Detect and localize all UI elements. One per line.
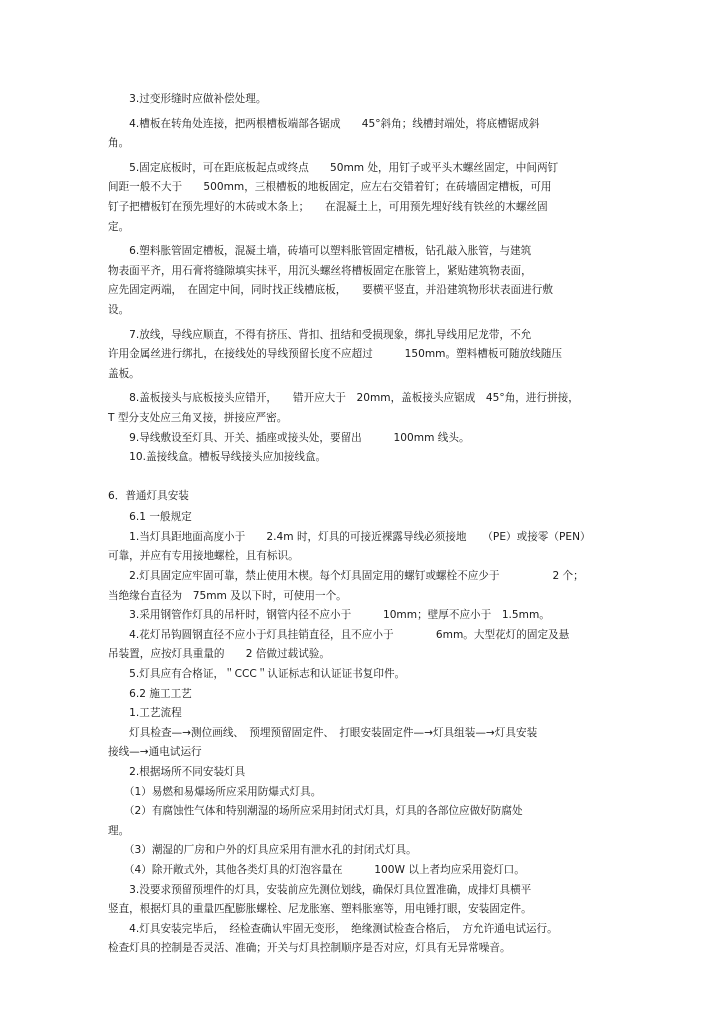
text-line: 可靠，并应有专用接地螺栓，且有标识。: [108, 550, 299, 563]
text-line: T 型分支处应三角叉接，拼接应严密。: [108, 411, 288, 424]
text-line: 吊装置，应按灯具重量的 2 倍做过载试验。: [108, 648, 330, 661]
text-line: 6.1 一般规定: [108, 511, 192, 524]
document-body: [108, 90, 620, 964]
text-line: 1.当灯具距地面高度小于 2.4m 时，灯具的可接近裸露导线必须接地 （PE）或接零（PEN）: [108, 530, 591, 543]
paragraph: [108, 115, 620, 154]
text-line: 2.根据场所不同安装灯具: [108, 766, 246, 778]
text-line: 许用金属丝进行绑扎，在接线处的导线预留长度不应超过 150mm。塑料槽板可随放线随压: [108, 348, 563, 361]
text-line: 检查灯具的控制是否灵活、准确；开关与灯具控制顺序是否对应，灯具有无异常噪音。: [108, 942, 511, 955]
text-line: 10.盖接线盒。槽板导线接头应加接线盒。: [108, 451, 327, 464]
text-line: 盖板。: [108, 367, 140, 380]
paragraph: [108, 159, 620, 237]
section-6-paragraphs: [108, 508, 620, 959]
text-line: 角。: [108, 137, 130, 150]
text-line: 7.放线，导线应顺直，不得有挤压、背扣、扭结和受损现象，绑扎导线用尼龙带，不允: [108, 328, 532, 341]
text-line: 4.槽板在转角处连接，把两根槽板端部各锯成 45°斜角；线槽封端处，将底槽锯成斜: [108, 117, 540, 130]
paragraph: [108, 242, 620, 320]
text-line: 设。: [108, 303, 130, 316]
text-line: 8.盖板接头与底板接头应错开， 错开应大于 20mm，盖板接头应锯成 45°角，进行拼接，: [108, 392, 579, 405]
section-5-paragraphs: [108, 90, 620, 468]
text-line: 灯具检查—→测位画线、 预埋预留固定件、 打眼安装固定件—→灯具组装—→灯具安装: [108, 726, 538, 739]
text-line: （3）潮湿的厂房和户外的灯具应采用有泄水孔的封闭式灯具。: [108, 844, 417, 857]
text-line: 当绝缘台直径为 75mm 及以下时，可使用一个。: [108, 589, 347, 602]
section-gap: [108, 473, 620, 487]
text-line: 3.没要求预留预埋件的灯具，安装前应先测位划线，确保灯具位置准确，成排灯具横平: [108, 883, 532, 896]
section-6-heading: 6．普通灯具安装: [108, 489, 189, 502]
paragraph: [108, 389, 620, 467]
text-line: 6.塑料胀管固定槽板，混凝土墙，砖墙可以塑料胀管固定槽板，钻孔敲入胀管，与建筑: [108, 245, 532, 258]
text-line: （1）易燃和易爆场所应采用防爆式灯具。: [108, 785, 322, 798]
text-line: 3.过变形缝时应做补偿处理。: [108, 93, 267, 105]
text-line: 钉子把槽板钉在预先埋好的木砖或木条上； 在混凝土上，可用预先埋好线有铁丝的木螺丝固: [108, 200, 548, 213]
text-line: （4）除开敞式外，其他各类灯具的灯泡容量在 100W 以上者均应采用瓷灯口。: [108, 863, 525, 876]
text-line: （2）有腐蚀性气体和特别潮湿的场所应采用封闭式灯具，灯具的各部位应做好防腐处: [108, 805, 523, 818]
paragraph: [108, 326, 620, 385]
text-line: 物表面平齐，用石膏将缝隙填实抹平，用沉头螺丝将槽板固定在胀管上，紧贴建筑物表面，: [108, 264, 532, 277]
text-line: 竖直，根据灯具的重量匹配膨胀螺栓、尼龙胀塞、塑料胀塞等，用电锤打眼，安装固定件。: [108, 903, 532, 916]
text-line: 4.灯具安装完毕后， 经检查确认牢固无变形， 绝缘测试检查合格后， 方允许通电试运行。: [108, 922, 558, 935]
text-line: 1.工艺流程: [108, 707, 182, 720]
text-line: 5.固定底板时，可在距底板起点或终点 50mm 处，用钉子或平头木螺丝固定，中间两钉: [108, 161, 559, 174]
paragraph: [108, 508, 620, 959]
text-line: 2.灯具固定应牢固可靠，禁止使用木楔。每个灯具固定用的螺钉或螺栓不应少于 2 个；: [108, 570, 584, 583]
text-line: 接线—→通电试运行: [108, 746, 202, 759]
paragraph: [108, 90, 620, 110]
text-line: 6.2 施工工艺: [108, 687, 192, 700]
text-line: 间距一般不大于 500mm，三根槽板的地板固定，应左右交错着钉；在砖墙固定槽板，可用: [108, 181, 552, 194]
text-line: 应先固定两端， 在固定中间，同时找正线槽底板， 要横平竖直，并沿建筑物形状表面进行敷: [108, 284, 553, 297]
text-line: 4.花灯吊钩圆钢直径不应小于灯具挂销直径，且不应小于 6mm。大型花灯的固定及悬: [108, 628, 570, 641]
text-line: 理。: [108, 824, 130, 837]
text-line: 定。: [108, 220, 130, 233]
text-line: 3.采用钢管作灯具的吊杆时，钢管内径不应小于 10mm；壁厚不应小于 1.5mm。: [108, 609, 550, 622]
text-line: 5.灯具应有合格证，＂CCC＂认证标志和认证证书复印件。: [108, 668, 406, 681]
text-line: 9.导线敷设至灯具、开关、插座或接头处，要留出 100mm 线头。: [108, 431, 470, 444]
